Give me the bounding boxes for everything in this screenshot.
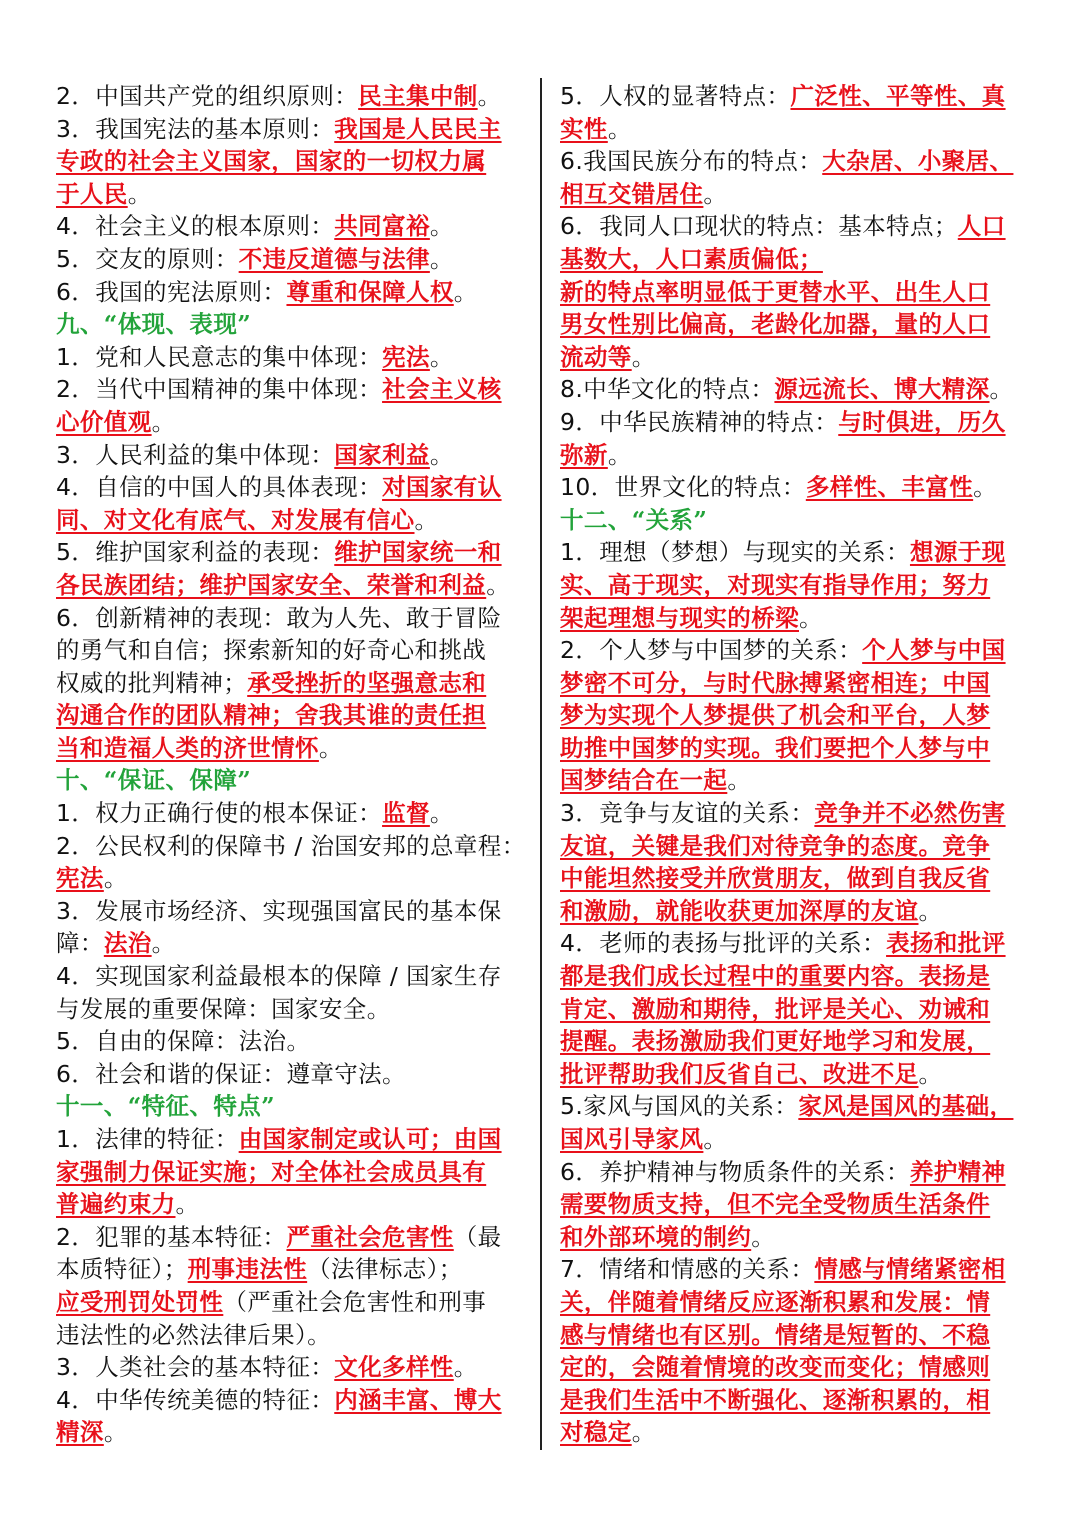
text-line [560, 504, 1032, 537]
section-heading: 十、“保证、保障” [56, 766, 252, 795]
section-heading: 十一、“特征、特点” [56, 1092, 276, 1121]
text-line [560, 1384, 1032, 1417]
question-text: 6．养护精神与物质条件的关系： [560, 1157, 910, 1186]
highlighted-answer: 实性 [560, 114, 608, 143]
highlighted-answer: 肯定、激励和期待，批评是关心、劝诫和 [560, 994, 991, 1023]
question-text: 5．人权的显著特点： [560, 82, 791, 110]
text-line [56, 667, 528, 700]
highlighted-answer: 想源于现 [909, 538, 1006, 567]
highlighted-answer: 当和造福人类的济世情怀 [56, 733, 319, 762]
text-line [560, 373, 1032, 406]
highlighted-answer: 由国家制定或认可；由国 [238, 1125, 502, 1153]
question-text: 1．理想（梦想）与现实的关系： [560, 538, 910, 567]
question-text: 5．自由的保障：法治。 [56, 1027, 311, 1056]
highlighted-answer: 流动等 [560, 342, 632, 371]
question-text: 8.中华文化的特点： [560, 375, 775, 404]
text-line [560, 1188, 1032, 1221]
highlighted-answer: 不违反道德与法律 [238, 244, 430, 273]
highlighted-answer: 广泛性、平等性、真 [790, 82, 1006, 110]
text-line [560, 602, 1032, 635]
text-line [56, 960, 528, 993]
question-text: 的勇气和自信；探索新知的好奇心和挑战 [56, 636, 487, 665]
question-text: （最 [453, 1222, 502, 1251]
text-line [56, 373, 528, 406]
highlighted-answer: 普遍约束力 [56, 1190, 176, 1219]
text-line [560, 1286, 1032, 1319]
highlighted-answer: 实、高于现实，对现实有指导作用；努力 [560, 570, 991, 599]
text-line [56, 145, 528, 178]
highlighted-answer: 对国家有认 [382, 473, 502, 502]
text-line [560, 699, 1032, 732]
text-line [560, 797, 1032, 830]
question-text: 本质特征）； [56, 1255, 188, 1284]
question-text: 。 [175, 1190, 200, 1219]
text-line [560, 1090, 1032, 1123]
highlighted-answer: 监督 [382, 799, 430, 828]
highlighted-answer: 宪法 [56, 864, 104, 893]
text-line [56, 1090, 528, 1123]
question-text: 。 [151, 929, 176, 958]
text-line [56, 699, 528, 732]
text-line [560, 406, 1032, 439]
text-line [560, 1319, 1032, 1352]
text-line [560, 308, 1032, 341]
highlighted-answer: 情感与情绪紧密相 [814, 1255, 1006, 1284]
text-line [560, 1058, 1032, 1091]
question-text: 。 [103, 864, 128, 893]
text-line [56, 862, 528, 895]
question-text: 。 [751, 1222, 776, 1251]
question-text: 违法性的必然法律后果）。 [56, 1320, 332, 1349]
text-line [560, 830, 1032, 863]
question-text: 。 [607, 440, 632, 469]
question-text: 3．发展市场经济、实现强国富民的基本保 [56, 896, 502, 925]
question-text: 6．我国的宪法原则： [56, 277, 287, 306]
highlighted-answer: 感与情绪也有区别。情绪是短暂的、不稳 [560, 1320, 991, 1349]
highlighted-answer: 与时俱进，历久 [838, 407, 1006, 436]
highlighted-answer: 同、对文化有底气、对发展有信心 [56, 505, 415, 534]
text-line [56, 536, 528, 569]
highlighted-answer: 助推中国梦的实现。我们要把个人梦与中 [560, 733, 991, 762]
question-text: 3．竞争与友谊的关系： [560, 799, 815, 828]
text-line [560, 634, 1032, 667]
highlighted-answer: 维护国家统一和 [334, 538, 502, 567]
question-text: 。 [318, 733, 343, 762]
question-text: 。 [477, 82, 502, 110]
highlighted-answer: 刑事违法性 [187, 1255, 308, 1284]
question-text: 4．中华传统美德的特征： [56, 1385, 335, 1414]
text-line [56, 569, 528, 602]
highlighted-answer: 多样性、丰富性 [805, 473, 974, 502]
question-text: 。 [414, 505, 439, 534]
highlighted-answer: 个人梦与中国 [862, 636, 1006, 665]
text-line [56, 113, 528, 146]
highlighted-answer: 关，伴随着情绪反应逐渐积累和发展：情 [560, 1287, 991, 1316]
text-line [56, 471, 528, 504]
question-text: 4．老师的表扬与批评的关系： [560, 929, 887, 958]
highlighted-answer: 民主集中制 [358, 82, 478, 110]
text-line [560, 178, 1032, 211]
question-text: 5．维护国家利益的表现： [56, 538, 335, 567]
highlighted-answer: 应受刑罚处罚性 [56, 1287, 224, 1316]
question-text: 7．情绪和情感的关系： [560, 1255, 815, 1284]
text-line [560, 764, 1032, 797]
question-text: 。 [453, 277, 478, 306]
right-column [560, 80, 1032, 1449]
question-text: 。 [703, 1125, 728, 1153]
text-line [56, 243, 528, 276]
highlighted-answer: 人口 [957, 212, 1006, 241]
question-text: 6．创新精神的表现：敢为人先、敢于冒险 [56, 603, 502, 632]
text-line [56, 993, 528, 1026]
text-line [56, 1384, 528, 1417]
text-line [56, 764, 528, 797]
question-text: 。 [918, 1059, 943, 1088]
question-text: 1．权力正确行使的根本保证： [56, 799, 383, 828]
question-text: 4．自信的中国人的具体表现： [56, 473, 383, 502]
highlighted-answer: 基数大，人口素质偏低； [560, 244, 823, 273]
highlighted-answer: 友谊，关键是我们对待竞争的态度。竞争 [560, 831, 991, 860]
question-text: 3．人类社会的基本特征： [56, 1353, 335, 1382]
text-line [56, 406, 528, 439]
text-line [560, 960, 1032, 993]
question-text: 4．实现国家利益最根本的保障 / 国家生存 [56, 962, 502, 991]
question-text: 1．党和人民意志的集中体现： [56, 342, 383, 371]
text-line [560, 471, 1032, 504]
question-text: 与发展的重要保障：国家安全。 [56, 994, 391, 1023]
highlighted-answer: 文化多样性 [334, 1353, 454, 1382]
highlighted-answer: 家风是国风的基础， [798, 1092, 1014, 1121]
question-text: 。 [429, 212, 454, 241]
highlighted-answer: 精深 [56, 1418, 104, 1447]
text-line [560, 536, 1032, 569]
highlighted-answer: 承受挫折的坚强意志和 [247, 668, 487, 697]
question-text: 。 [989, 375, 1014, 404]
question-text: 3．我国宪法的基本原则： [56, 114, 335, 143]
highlighted-answer: 宪法 [382, 342, 430, 371]
text-line [560, 927, 1032, 960]
text-line [56, 276, 528, 309]
highlighted-answer: 国梦结合在一起 [560, 766, 728, 795]
text-line [560, 80, 1032, 113]
text-line [56, 732, 528, 765]
text-line [56, 1351, 528, 1384]
text-line [560, 1221, 1032, 1254]
text-line [560, 1253, 1032, 1286]
question-text: 。 [631, 1418, 656, 1447]
question-text: 1．法律的特征： [56, 1125, 239, 1153]
highlighted-answer: 梦为实现个人梦提供了机会和平台，人梦 [560, 701, 991, 730]
highlighted-answer: 沟通合作的团队精神；舍我其谁的责任担 [56, 701, 487, 730]
highlighted-answer: 需要物质支持，但不完全受物质生活条件 [560, 1190, 991, 1219]
text-line [56, 1416, 528, 1449]
question-text: 。 [486, 570, 511, 599]
text-line [56, 1058, 528, 1091]
highlighted-answer: 严重社会危害性 [286, 1222, 454, 1251]
highlighted-answer: 提醒。表扬激励我们更好地学习和发展， [560, 1027, 991, 1056]
question-text: 。 [429, 244, 454, 273]
highlighted-answer: 专政的社会主义国家，国家的一切权力属 [56, 147, 487, 176]
question-text: 。 [429, 799, 454, 828]
highlighted-answer: 内涵丰富、博大 [334, 1385, 502, 1414]
text-line [56, 341, 528, 374]
text-line [560, 1123, 1032, 1156]
question-text: （法律标志）； [307, 1255, 463, 1284]
highlighted-answer: 定的，会随着情境的改变而变化；情感则 [560, 1353, 991, 1382]
question-text: 4．社会主义的根本原则： [56, 212, 335, 241]
text-line [56, 1319, 528, 1352]
text-line [56, 439, 528, 472]
highlighted-answer: 和外部环境的制约 [560, 1222, 752, 1251]
highlighted-answer: 梦密不可分，与时代脉搏紧密相连；中国 [560, 668, 991, 697]
question-text: 。 [103, 1418, 128, 1447]
highlighted-answer: 于人民 [56, 179, 128, 208]
question-text: 9．中华民族精神的特点： [560, 407, 839, 436]
question-text: 。 [453, 1353, 478, 1382]
question-text: 3．人民利益的集中体现： [56, 440, 335, 469]
question-text: 2．中国共产党的组织原则： [56, 82, 359, 110]
column-divider [540, 78, 542, 1450]
highlighted-answer: 中能坦然接受并欣赏朋友，做到自我反省 [560, 864, 991, 893]
text-line [560, 145, 1032, 178]
highlighted-answer: 各民族团结；维护国家安全、荣誉和利益 [56, 570, 487, 599]
text-line [56, 178, 528, 211]
question-text: 。 [727, 766, 752, 795]
text-line [560, 667, 1032, 700]
text-line [560, 243, 1032, 276]
question-text: 。 [973, 473, 998, 502]
text-line [560, 1351, 1032, 1384]
text-line [56, 602, 528, 635]
question-text: 2．犯罪的基本特征： [56, 1222, 287, 1251]
section-heading: 十二、“关系” [560, 505, 708, 534]
question-text: 。 [918, 896, 943, 925]
highlighted-answer: 我国是人民民主 [334, 114, 502, 143]
text-line [56, 210, 528, 243]
highlighted-answer: 家强制力保证实施；对全体社会成员具有 [56, 1157, 487, 1186]
highlighted-answer: 批评帮助我们反省自己、改进不足 [560, 1059, 919, 1088]
question-text: 。 [429, 440, 454, 469]
text-line [56, 797, 528, 830]
highlighted-answer: 社会主义核 [382, 375, 502, 404]
text-line [56, 927, 528, 960]
text-line [56, 1286, 528, 1319]
question-text: 。 [631, 342, 656, 371]
question-text: 。 [607, 114, 632, 143]
question-text: （严重社会危害性和刑事 [223, 1287, 487, 1316]
highlighted-answer: 男女性别比偏高，老龄化加器，量的人口 [560, 310, 991, 339]
question-text: 。 [127, 179, 152, 208]
highlighted-answer: 心价值观 [56, 407, 152, 436]
text-line [560, 895, 1032, 928]
text-line [56, 634, 528, 667]
question-text: 。 [151, 407, 176, 436]
text-line [560, 993, 1032, 1026]
left-column [56, 80, 528, 1449]
highlighted-answer: 国家利益 [334, 440, 430, 469]
highlighted-answer: 尊重和保障人权 [286, 277, 454, 306]
text-line [560, 113, 1032, 146]
text-line [560, 276, 1032, 309]
highlighted-answer: 是我们生活中不断强化、逐渐积累的，相 [560, 1385, 991, 1414]
question-text: 5．交友的原则： [56, 244, 239, 273]
highlighted-answer: 架起理想与现实的桥梁 [560, 603, 799, 632]
text-line [56, 1123, 528, 1156]
text-line [560, 732, 1032, 765]
highlighted-answer: 对稳定 [560, 1418, 632, 1447]
text-line [560, 210, 1032, 243]
question-text: 2．公民权利的保障书 / 治国安邦的总章程： [56, 831, 526, 860]
highlighted-answer: 竞争并不必然伤害 [814, 799, 1006, 828]
question-text: 2．当代中国精神的集中体现： [56, 375, 383, 404]
text-line [560, 1025, 1032, 1058]
question-text: 2．个人梦与中国梦的关系： [560, 636, 863, 665]
text-line [560, 1156, 1032, 1189]
question-text: 。 [429, 342, 454, 371]
question-text: 6．社会和谐的保证：遵章守法。 [56, 1059, 406, 1088]
question-text: 。 [799, 603, 823, 632]
text-line [560, 569, 1032, 602]
text-line [560, 862, 1032, 895]
text-line [560, 341, 1032, 374]
question-text: 10．世界文化的特点： [560, 473, 806, 502]
text-line [56, 308, 528, 341]
text-line [560, 439, 1032, 472]
highlighted-answer: 国风引导家风 [560, 1125, 704, 1153]
text-line [56, 830, 528, 863]
question-text: 6．我同人口现状的特点：基本特点； [560, 212, 958, 241]
question-text: 障： [56, 929, 104, 958]
highlighted-answer: 共同富裕 [334, 212, 430, 241]
highlighted-answer: 新的特点率明显低于更替水平、出生人口 [560, 277, 991, 306]
text-line [56, 1156, 528, 1189]
highlighted-answer: 都是我们成长过程中的重要内容。表扬是 [560, 962, 991, 991]
section-heading: 九、“体现、表现” [56, 310, 252, 339]
text-line [56, 1253, 528, 1286]
highlighted-answer: 和激励，就能收获更加深厚的友谊 [560, 896, 919, 925]
text-line [56, 1188, 528, 1221]
text-line [56, 895, 528, 928]
highlighted-answer: 法治 [103, 929, 152, 958]
highlighted-answer: 大杂居、小聚居、 [822, 147, 1014, 176]
highlighted-answer: 弥新 [560, 440, 608, 469]
highlighted-answer: 养护精神 [909, 1157, 1006, 1186]
highlighted-answer: 相互交错居住 [560, 179, 704, 208]
question-text: 5.家风与国风的关系： [560, 1092, 799, 1121]
text-line [56, 504, 528, 537]
question-text: 6.我国民族分布的特点： [560, 147, 823, 176]
text-line [56, 1221, 528, 1254]
text-line [560, 1416, 1032, 1449]
text-line [56, 80, 528, 113]
question-text: 权威的批判精神； [56, 668, 248, 697]
question-text: 。 [703, 179, 728, 208]
text-line [56, 1025, 528, 1058]
highlighted-answer: 表扬和批评 [886, 929, 1006, 958]
highlighted-answer: 源远流长、博大精深 [774, 375, 990, 404]
